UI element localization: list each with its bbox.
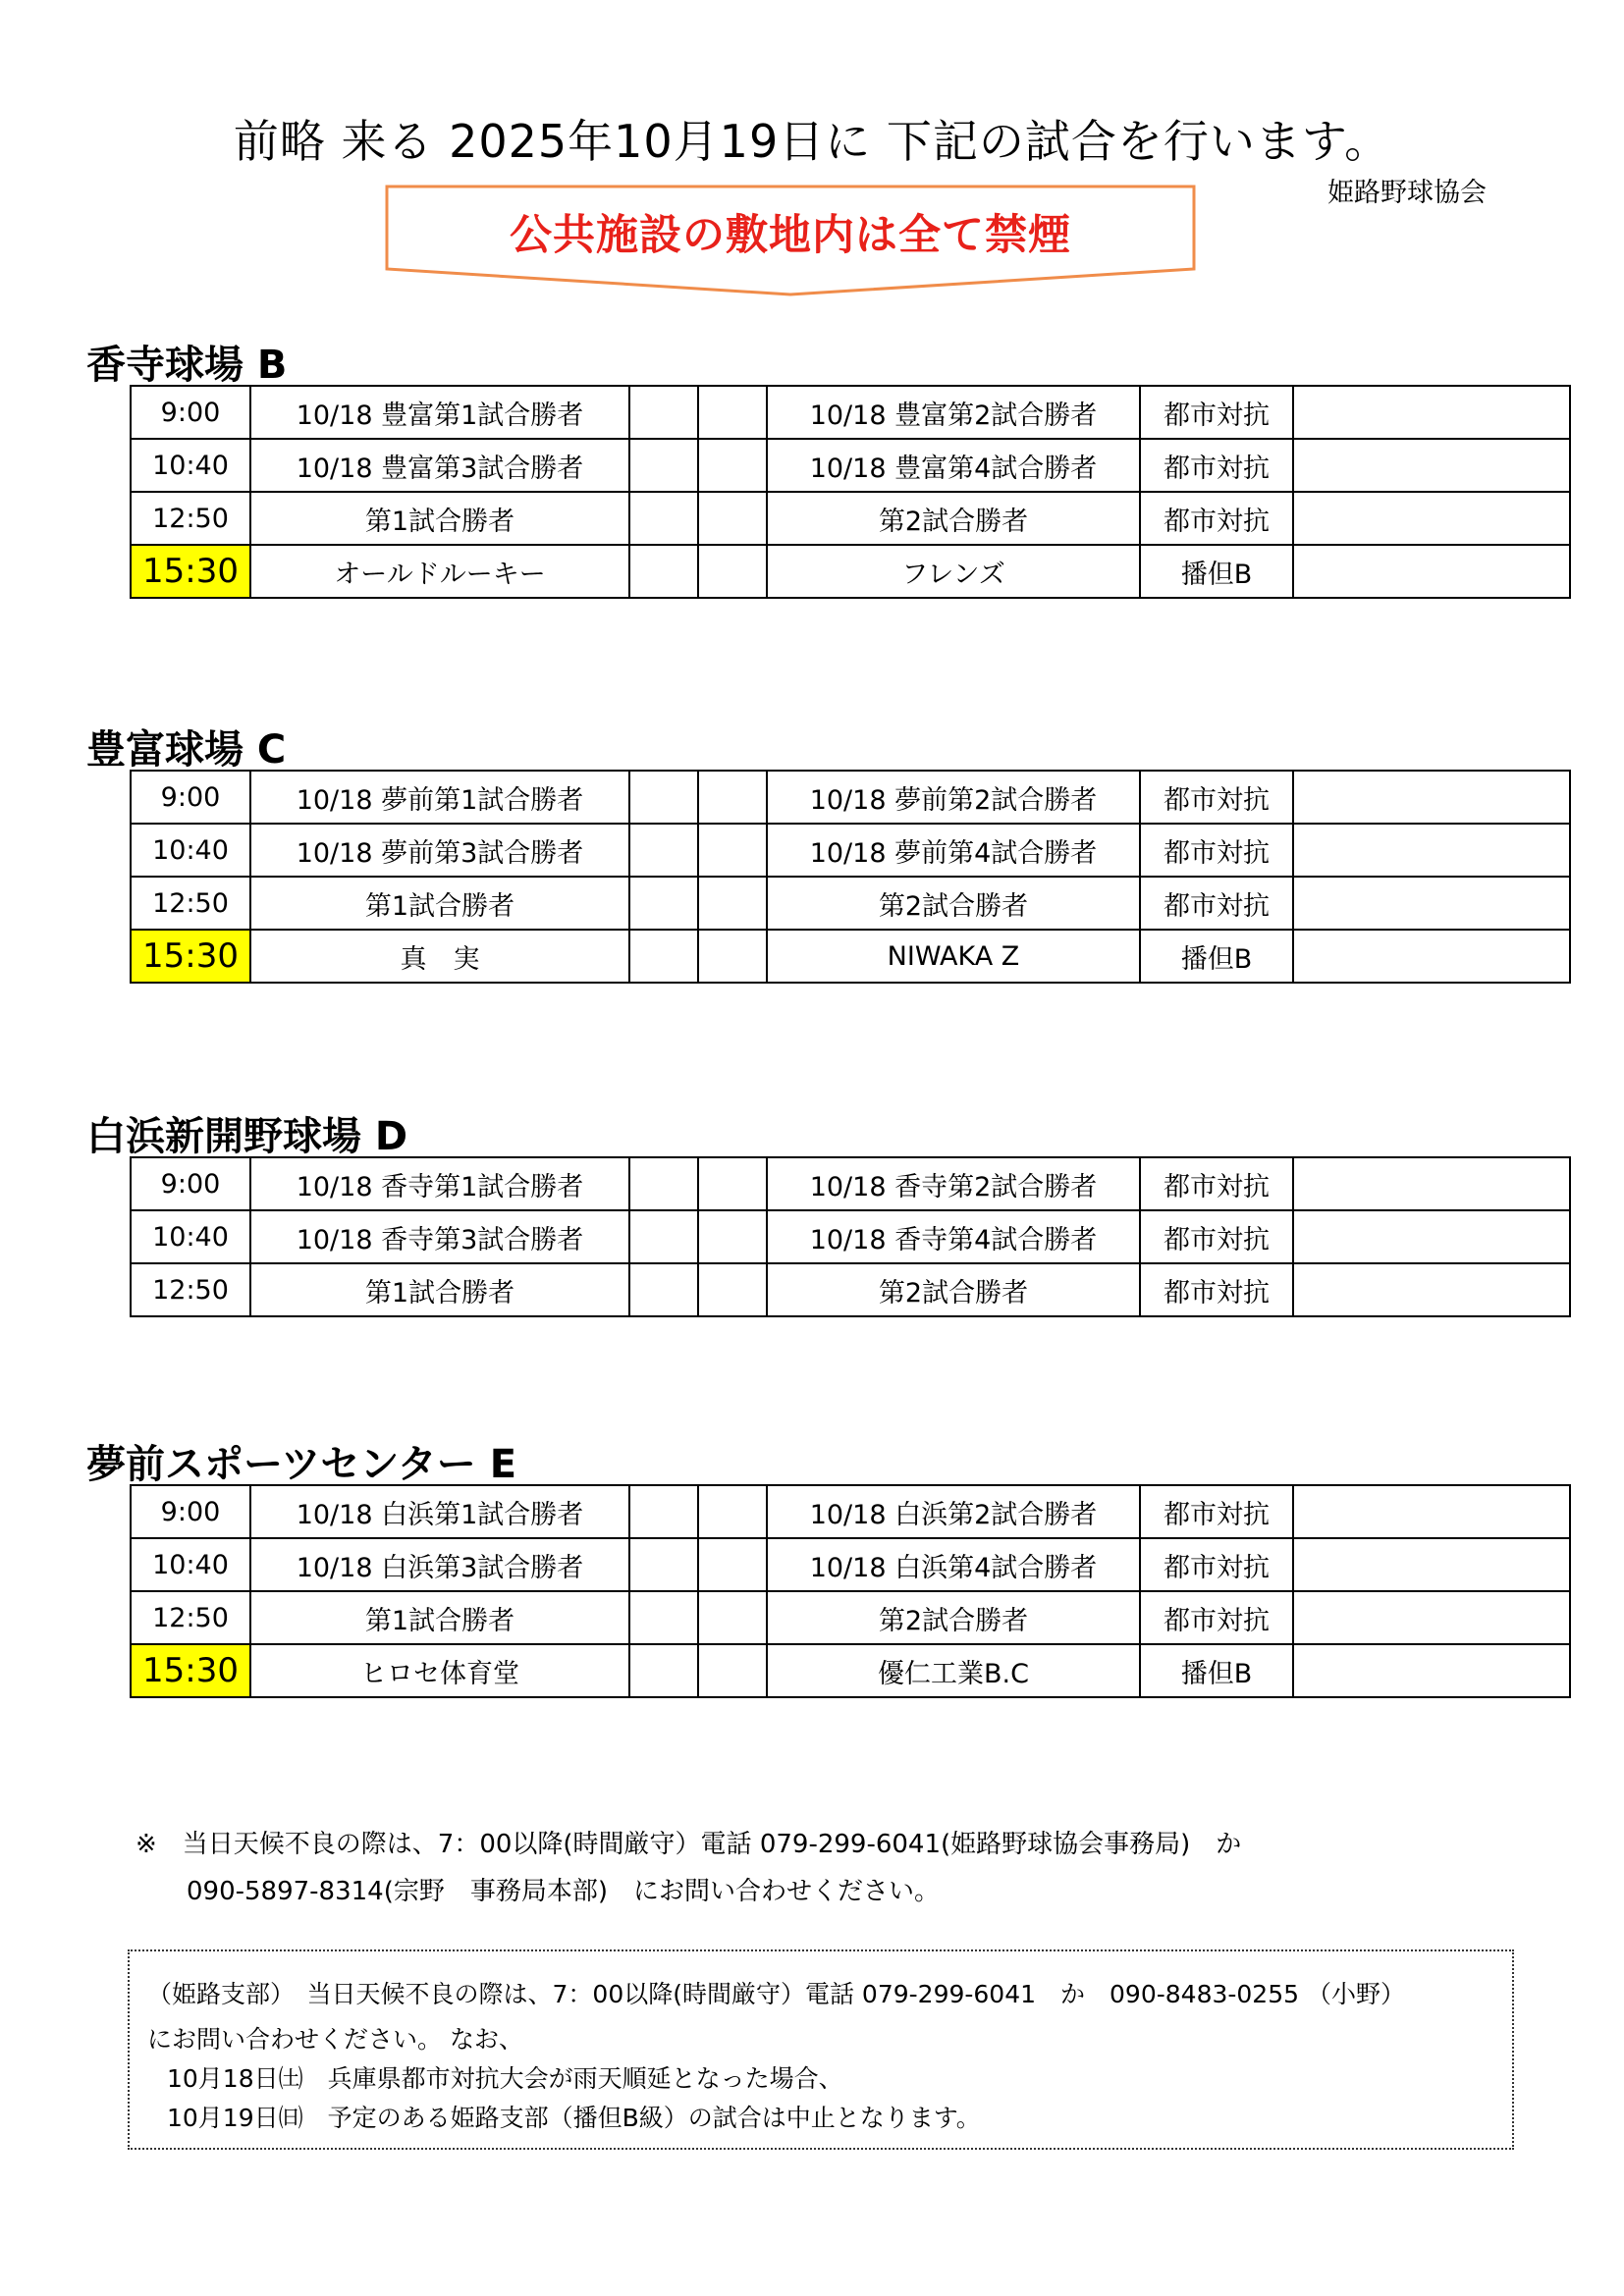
team-2: 10/18 豊富第4試合勝者 xyxy=(767,439,1140,492)
organizer-name: 姫路野球協会 xyxy=(1327,178,1487,208)
score-2 xyxy=(698,439,767,492)
score-1 xyxy=(629,930,698,983)
table-row xyxy=(131,1644,1570,1697)
score-1 xyxy=(629,771,698,824)
game-time: 12:50 xyxy=(131,1263,250,1316)
team-1: 10/18 豊富第3試合勝者 xyxy=(250,439,629,492)
team-2: 第2試合勝者 xyxy=(767,1591,1140,1644)
himeji-notice-line-4: 10月19日㈰ 予定のある姫路支部（播但B級）の試合は中止となります。 xyxy=(167,2104,981,2132)
himeji-notice-line-2: にお問い合わせください。 なお、 xyxy=(147,2025,523,2054)
score-2 xyxy=(698,771,767,824)
team-1: 第1試合勝者 xyxy=(250,1263,629,1316)
team-1: 10/18 白浜第1試合勝者 xyxy=(250,1485,629,1538)
score-1 xyxy=(629,1485,698,1538)
table-row xyxy=(131,930,1570,983)
score-1 xyxy=(629,386,698,439)
score-2 xyxy=(698,1644,767,1697)
score-1 xyxy=(629,492,698,545)
remarks xyxy=(1293,1210,1570,1263)
team-1: 第1試合勝者 xyxy=(250,1591,629,1644)
schedule-table xyxy=(130,1156,1571,1317)
score-1 xyxy=(629,1210,698,1263)
venue-title: 香寺球場 B xyxy=(86,343,288,388)
venue-title: 白浜新開野球場 D xyxy=(86,1114,408,1159)
game-time: 10:40 xyxy=(131,1210,250,1263)
venue-title: 夢前スポーツセンター E xyxy=(86,1442,517,1487)
team-2: 10/18 豊富第2試合勝者 xyxy=(767,386,1140,439)
team-2: 10/18 夢前第4試合勝者 xyxy=(767,824,1140,877)
score-1 xyxy=(629,1644,698,1697)
remarks xyxy=(1293,492,1570,545)
score-2 xyxy=(698,1591,767,1644)
score-1 xyxy=(629,877,698,930)
score-1 xyxy=(629,1263,698,1316)
team-2: 10/18 香寺第2試合勝者 xyxy=(767,1157,1140,1210)
score-2 xyxy=(698,877,767,930)
team-2: 第2試合勝者 xyxy=(767,492,1140,545)
team-1: 第1試合勝者 xyxy=(250,492,629,545)
schedule-table xyxy=(130,385,1571,599)
game-time: 15:30 xyxy=(131,1644,250,1697)
table-row xyxy=(131,877,1570,930)
game-time: 15:30 xyxy=(131,545,250,598)
game-time: 12:50 xyxy=(131,1591,250,1644)
table-row xyxy=(131,1157,1570,1210)
game-category: 都市対抗 xyxy=(1140,439,1293,492)
weather-note-line-1: ※ 当日天候不良の際は、7：00以降(時間厳守）電話 079-299-6041(姫路野球協会事務局) か xyxy=(135,1830,1242,1859)
game-time: 9:00 xyxy=(131,1157,250,1210)
score-1 xyxy=(629,1538,698,1591)
game-category: 都市対抗 xyxy=(1140,877,1293,930)
game-category: 都市対抗 xyxy=(1140,771,1293,824)
team-2: 10/18 夢前第2試合勝者 xyxy=(767,771,1140,824)
game-category: 都市対抗 xyxy=(1140,1538,1293,1591)
team-1: オールドルーキー xyxy=(250,545,629,598)
weather-note-line-2: 090-5897-8314(宗野 事務局本部) にお問い合わせください。 xyxy=(135,1877,941,1906)
game-category: 都市対抗 xyxy=(1140,1591,1293,1644)
table-row xyxy=(131,1538,1570,1591)
schedule-table xyxy=(130,1484,1571,1698)
team-2: 第2試合勝者 xyxy=(767,877,1140,930)
remarks xyxy=(1293,771,1570,824)
score-2 xyxy=(698,386,767,439)
remarks xyxy=(1293,386,1570,439)
game-category: 都市対抗 xyxy=(1140,1263,1293,1316)
score-2 xyxy=(698,1157,767,1210)
team-1: 真 実 xyxy=(250,930,629,983)
table-row xyxy=(131,1263,1570,1316)
game-category: 都市対抗 xyxy=(1140,492,1293,545)
remarks xyxy=(1293,1157,1570,1210)
game-category: 播但B xyxy=(1140,545,1293,598)
team-1: 10/18 白浜第3試合勝者 xyxy=(250,1538,629,1591)
remarks xyxy=(1293,439,1570,492)
himeji-notice-line-3: 10月18日㈯ 兵庫県都市対抗大会が雨天順延となった場合、 xyxy=(167,2064,843,2093)
team-2: 第2試合勝者 xyxy=(767,1263,1140,1316)
himeji-notice-line-1: （姫路支部） 当日天候不良の際は、7：00以降(時間厳守）電話 079-299-6041 か 090-8483-0255 （小野） xyxy=(147,1980,1405,2008)
table-row xyxy=(131,771,1570,824)
table-row xyxy=(131,386,1570,439)
game-category: 播但B xyxy=(1140,1644,1293,1697)
score-2 xyxy=(698,1485,767,1538)
team-1: ヒロセ体育堂 xyxy=(250,1644,629,1697)
game-time: 10:40 xyxy=(131,1538,250,1591)
table-row xyxy=(131,439,1570,492)
game-time: 10:40 xyxy=(131,824,250,877)
score-2 xyxy=(698,930,767,983)
game-category: 都市対抗 xyxy=(1140,1210,1293,1263)
game-time: 15:30 xyxy=(131,930,250,983)
game-category: 都市対抗 xyxy=(1140,1157,1293,1210)
score-2 xyxy=(698,492,767,545)
score-2 xyxy=(698,1263,767,1316)
table-row xyxy=(131,1485,1570,1538)
banner-text: 公共施設の敷地内は全て禁煙 xyxy=(510,211,1071,260)
remarks xyxy=(1293,545,1570,598)
team-1: 10/18 豊富第1試合勝者 xyxy=(250,386,629,439)
game-category: 都市対抗 xyxy=(1140,1485,1293,1538)
team-2: 10/18 白浜第2試合勝者 xyxy=(767,1485,1140,1538)
score-2 xyxy=(698,545,767,598)
team-2: 10/18 香寺第4試合勝者 xyxy=(767,1210,1140,1263)
score-1 xyxy=(629,824,698,877)
team-2: 優仁工業B.C xyxy=(767,1644,1140,1697)
score-1 xyxy=(629,1157,698,1210)
remarks xyxy=(1293,1263,1570,1316)
team-1: 10/18 香寺第3試合勝者 xyxy=(250,1210,629,1263)
team-2: フレンズ xyxy=(767,545,1140,598)
score-2 xyxy=(698,1538,767,1591)
remarks xyxy=(1293,877,1570,930)
team-2: 10/18 白浜第4試合勝者 xyxy=(767,1538,1140,1591)
no-smoking-banner xyxy=(385,185,1196,296)
score-2 xyxy=(698,1210,767,1263)
team-2: NIWAKA Z xyxy=(767,930,1140,983)
game-category: 都市対抗 xyxy=(1140,824,1293,877)
game-time: 9:00 xyxy=(131,1485,250,1538)
score-1 xyxy=(629,1591,698,1644)
game-time: 9:00 xyxy=(131,771,250,824)
game-time: 10:40 xyxy=(131,439,250,492)
page-title: 前略 来る 2025年10月19日に 下記の試合を行います。 xyxy=(233,115,1391,168)
score-1 xyxy=(629,545,698,598)
schedule-table xyxy=(130,770,1571,984)
team-1: 第1試合勝者 xyxy=(250,877,629,930)
game-time: 9:00 xyxy=(131,386,250,439)
team-1: 10/18 香寺第1試合勝者 xyxy=(250,1157,629,1210)
table-row xyxy=(131,545,1570,598)
table-row xyxy=(131,492,1570,545)
remarks xyxy=(1293,1591,1570,1644)
table-row xyxy=(131,1591,1570,1644)
game-category: 都市対抗 xyxy=(1140,386,1293,439)
remarks xyxy=(1293,1644,1570,1697)
team-1: 10/18 夢前第1試合勝者 xyxy=(250,771,629,824)
remarks xyxy=(1293,824,1570,877)
game-time: 12:50 xyxy=(131,492,250,545)
score-2 xyxy=(698,824,767,877)
game-time: 12:50 xyxy=(131,877,250,930)
table-row xyxy=(131,1210,1570,1263)
venue-title: 豊富球場 C xyxy=(86,727,287,773)
remarks xyxy=(1293,930,1570,983)
game-category: 播但B xyxy=(1140,930,1293,983)
score-1 xyxy=(629,439,698,492)
remarks xyxy=(1293,1485,1570,1538)
table-row xyxy=(131,824,1570,877)
team-1: 10/18 夢前第3試合勝者 xyxy=(250,824,629,877)
remarks xyxy=(1293,1538,1570,1591)
